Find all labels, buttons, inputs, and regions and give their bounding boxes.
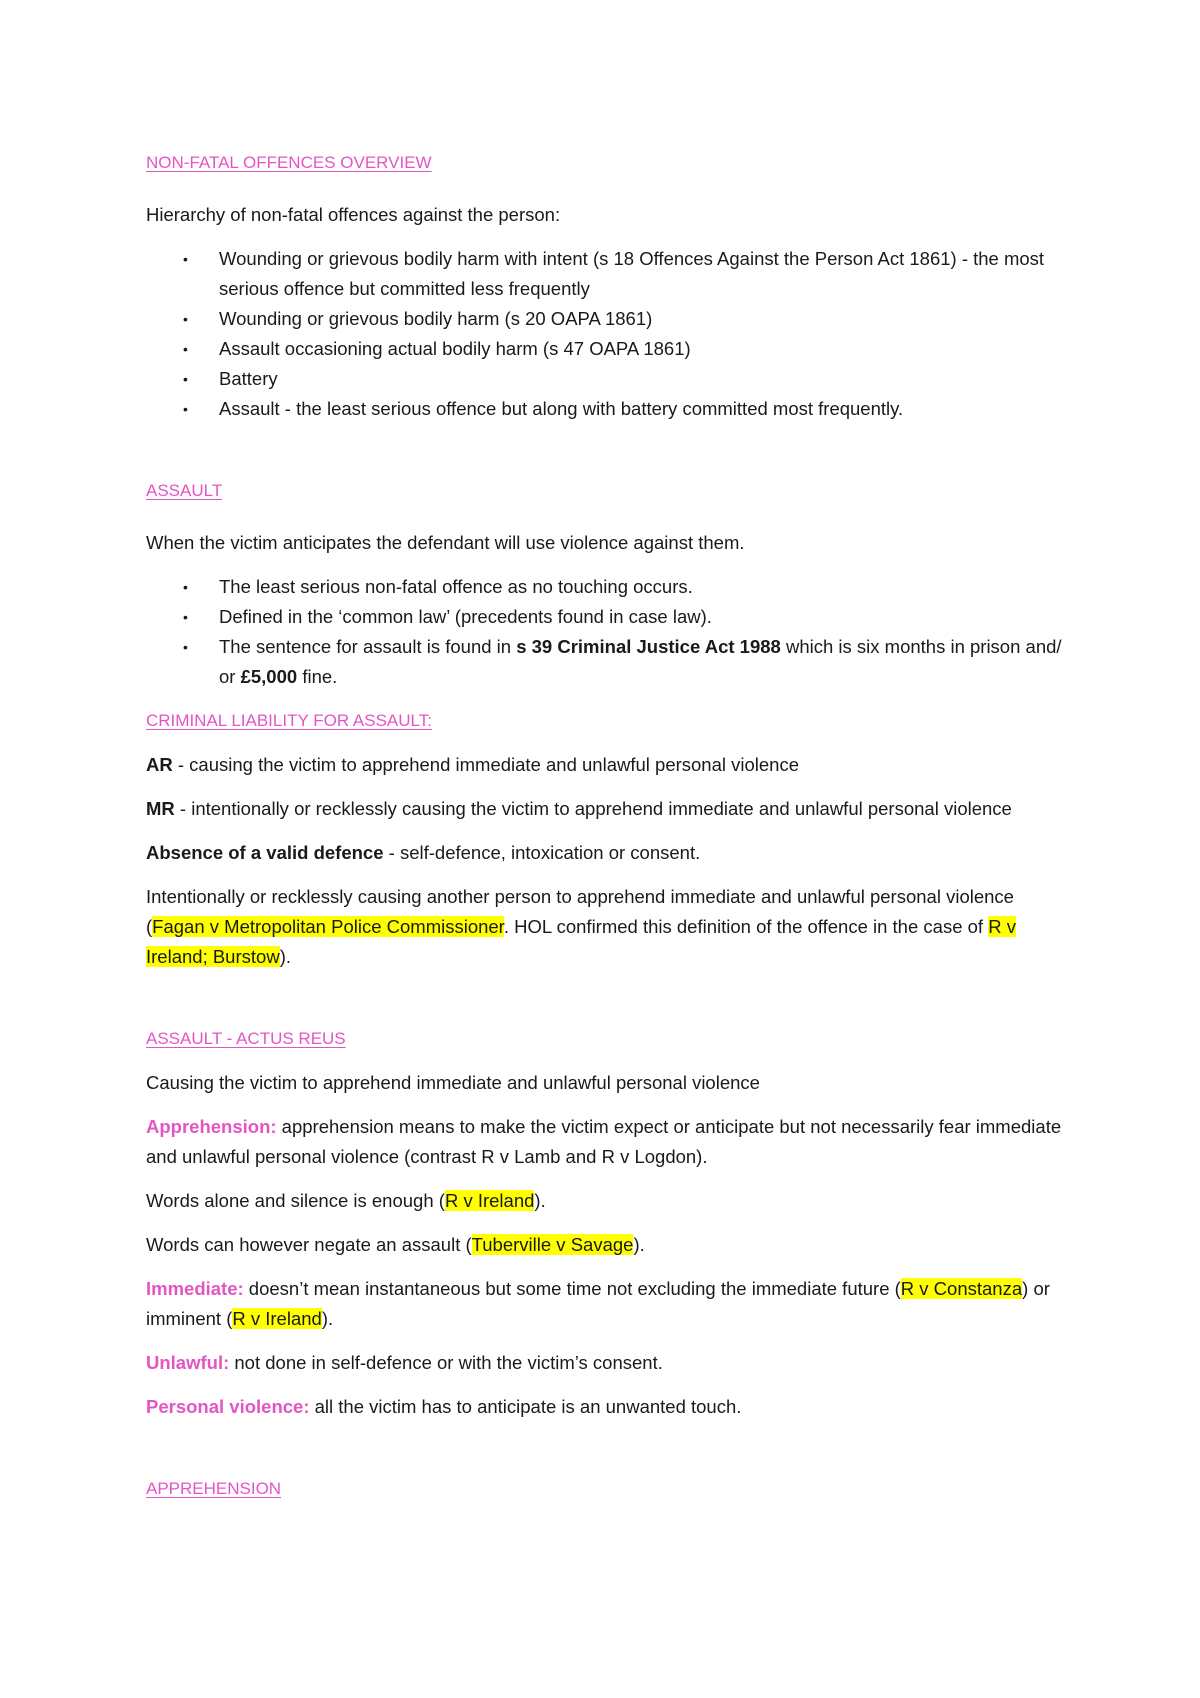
personal-violence-paragraph: Personal violence: all the victim has to anticipate is an unwanted touch. xyxy=(146,1396,742,1417)
defence-paragraph: Absence of a valid defence - self-defence, intoxication or consent. xyxy=(146,842,701,863)
ar-paragraph: AR - causing the victim to apprehend immediate and unlawful personal violence xyxy=(146,754,800,775)
unlawful-paragraph: Unlawful: not done in self-defence or with the victim’s consent. xyxy=(146,1352,663,1373)
bullet-icon: • xyxy=(183,579,188,595)
bullet-icon: • xyxy=(183,401,188,417)
definition-paragraph: Intentionally or recklessly causing another person to apprehend immediate and unlawful personal violence (Fagan v Metropolitan Police Commissioner. HOL confirmed this definition of the offence in the case of R v Ireland; Burstow). xyxy=(146,886,1016,967)
list-item: • The least serious non-fatal offence as no touching occurs. xyxy=(146,572,1076,602)
fine-amount: £5,000 xyxy=(240,666,298,687)
bullet-icon: • xyxy=(183,639,188,655)
statute-reference: s 39 Criminal Justice Act 1988 xyxy=(516,636,781,657)
section-heading-assault: ASSAULT xyxy=(146,481,223,500)
apprehension-paragraph: Apprehension: apprehension means to make the victim expect or anticipate but not necessarily fear immediate and unlawful personal violence (contrast R v Lamb and R v Logdon). xyxy=(146,1116,1062,1167)
section-heading-liability: CRIMINAL LIABILITY FOR ASSAULT: xyxy=(146,711,432,730)
bullet-icon: • xyxy=(183,609,188,625)
section-heading-apprehension: APPREHENSION xyxy=(146,1479,282,1498)
case-highlight: Fagan v Metropolitan Police Commissioner xyxy=(152,916,504,937)
list-item: • Battery xyxy=(146,364,1076,394)
case-highlight: R v Ireland xyxy=(232,1308,322,1329)
list-item: • Assault - the least serious offence but along with battery committed most frequently. xyxy=(146,394,1076,424)
list-item: • Wounding or grievous bodily harm (s 20 OAPA 1861) xyxy=(146,304,1076,334)
list-item: • The sentence for assault is found in s 39 Criminal Justice Act 1988 which is six months in prison and/ or £5,000 fine. xyxy=(146,632,1076,692)
words-paragraph: Words alone and silence is enough (R v Ireland). xyxy=(146,1190,546,1211)
case-highlight: Tuberville v Savage xyxy=(471,1234,634,1255)
list-item: • Defined in the ‘common law’ (precedents found in case law). xyxy=(146,602,1076,632)
overview-intro: Hierarchy of non-fatal offences against the person: xyxy=(146,204,561,225)
mr-paragraph: MR - intentionally or recklessly causing the victim to apprehend immediate and unlawful personal violence xyxy=(146,798,1012,819)
assault-facts-list xyxy=(146,572,1076,692)
list-item: • Wounding or grievous bodily harm with intent (s 18 Offences Against the Person Act 1861) - the most serious offence but committed less frequently xyxy=(146,244,1076,304)
case-highlight: R v Ireland xyxy=(444,1190,535,1211)
section-heading-actus-reus: ASSAULT - ACTUS REUS xyxy=(146,1029,346,1048)
offence-hierarchy-list xyxy=(146,244,1076,424)
negate-paragraph: Words can however negate an assault (Tuberville v Savage). xyxy=(146,1234,645,1255)
bullet-icon: • xyxy=(183,341,188,357)
case-highlight: R v Constanza xyxy=(900,1278,1023,1299)
document-body xyxy=(146,148,1076,1504)
actus-intro: Causing the victim to apprehend immediate and unlawful personal violence xyxy=(146,1072,760,1093)
case-highlight: R v Ireland; Burstow xyxy=(146,916,1016,967)
bullet-icon: • xyxy=(183,251,188,267)
immediate-paragraph: Immediate: doesn’t mean instantaneous but some time not excluding the immediate future (R v Constanza) or imminent (R v Ireland). xyxy=(146,1278,1050,1329)
bullet-icon: • xyxy=(183,371,188,387)
assault-intro: When the victim anticipates the defendant will use violence against them. xyxy=(146,532,745,553)
section-heading-overview: NON-FATAL OFFENCES OVERVIEW xyxy=(146,153,432,172)
list-item: • Assault occasioning actual bodily harm (s 47 OAPA 1861) xyxy=(146,334,1076,364)
bullet-icon: • xyxy=(183,311,188,327)
